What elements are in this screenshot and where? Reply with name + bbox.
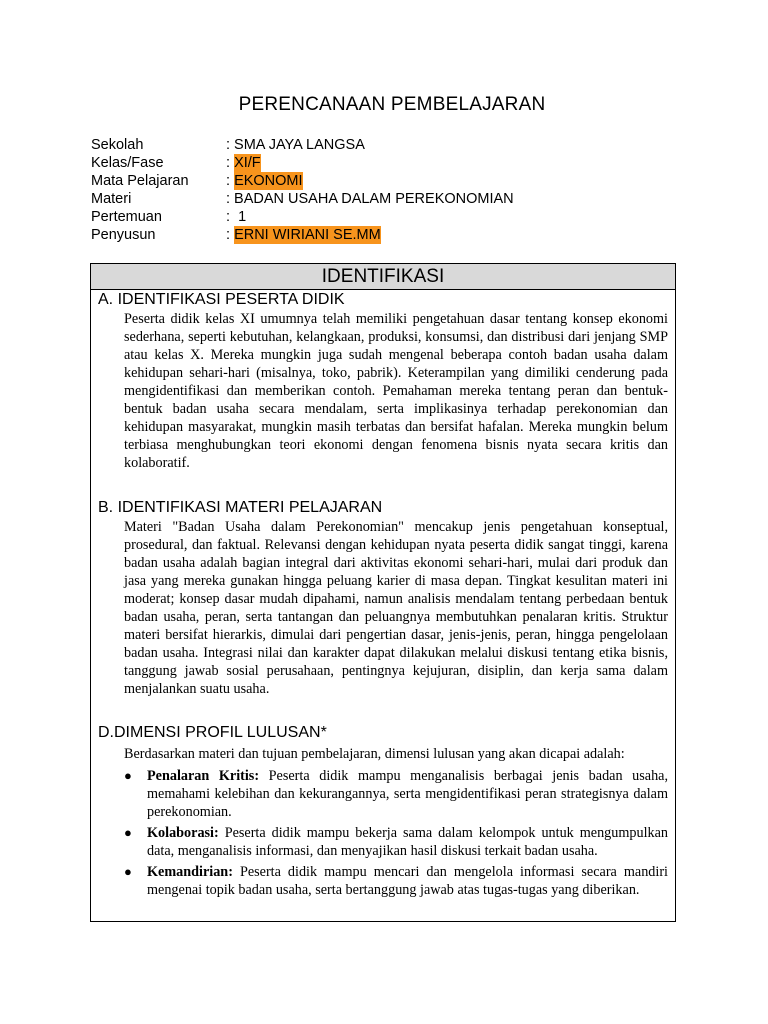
info-label: Penyusun	[91, 227, 156, 243]
bullet-icon: ●	[124, 825, 132, 840]
section-b-heading: B. IDENTIFIKASI MATERI PELAJARAN	[98, 499, 383, 516]
info-value-prefix: :	[226, 155, 235, 171]
list-item-term: Penalaran Kritis:	[147, 768, 260, 784]
list-item-text: Peserta didik mampu mencari dan mengelola informasi secara mandiri mengenai topik badan usaha, serta bertanggung jawab atas tugas-tugas yang diberikan.	[147, 864, 668, 898]
info-value-highlighted: XI/F	[234, 155, 261, 171]
info-row-pertemuan	[91, 208, 514, 226]
section-d-intro: Berdasarkan materi dan tujuan pembelajaran, dimensi lulusan yang akan dicapai adalah:	[124, 746, 625, 762]
list-item-text: Peserta didik mampu bekerja sama dalam kelompok untuk mengumpulkan data, menganalisis informasi, dan menyajikan hasil diskusi terkait badan usaha.	[147, 825, 668, 859]
section-a-paragraph: Peserta didik kelas XI umumnya telah memiliki pengetahuan dasar tentang konsep ekonomi sederhana, seperti kebutuhan, kelangkaan, produksi, konsumsi, dan distribusi dari jenjang SMP atau kelas X. Mereka mungkin juga sudah mengenal beberapa contoh badan usaha dalam kehidupan sehari-hari (misalnya, toko, pabrik). Keterampilan yang dimiliki cenderung pada mengidentifikasi dan memberikan contoh. Pemahaman mereka tentang peran dan bentuk-bentuk badan usaha secara mendalam, serta implikasinya terhadap perekonomian dan kehidupan masyarakat, mungkin masih terbatas dan bersifat hafalan. Mereka mungkin belum terbiasa menghubungkan teori ekonomi dengan fenomena bisnis nyata secara kritis dan kolaboratif.	[124, 311, 668, 471]
list-item-term: Kemandirian:	[147, 864, 233, 880]
identifikasi-table	[90, 263, 676, 922]
info-label: Mata Pelajaran	[91, 173, 189, 189]
list-item	[124, 824, 668, 860]
info-value-highlighted: EKONOMI	[234, 173, 303, 189]
info-row-materi	[91, 190, 514, 208]
info-value-prefix: :	[226, 227, 235, 243]
document-title: PERENCANAAN PEMBELAJARAN	[238, 94, 546, 115]
info-label: Pertemuan	[91, 209, 162, 225]
section-d-heading: D.DIMENSI PROFIL LULUSAN*	[98, 724, 327, 741]
profile-dimension-list	[124, 767, 668, 899]
info-block	[91, 136, 514, 244]
info-label: Kelas/Fase	[91, 155, 164, 171]
info-row-penyusun	[91, 226, 514, 244]
bullet-icon: ●	[124, 864, 132, 879]
info-value: : 1	[226, 209, 247, 225]
info-value: : SMA JAYA LANGSA	[226, 137, 365, 153]
identifikasi-header: IDENTIFIKASI	[91, 264, 675, 290]
section-b-paragraph: Materi "Badan Usaha dalam Perekonomian" mencakup jenis pengetahuan konseptual, prosedural, dan faktual. Relevansi dengan kehidupan nyata peserta didik sangat tinggi, karena badan usaha adalah bagian integral dari aktivitas ekonomi sehari-hari, mulai dari produk dan jasa yang mereka gunakan hingga peluang karier di masa depan. Tingkat kesulitan materi ini moderat; konsep dasar mudah dipahami, namun analisis mendalam tentang perbedaan bentuk badan usaha, peran, serta tantangan dan peluangnya membutuhkan penalaran kritis. Struktur materi bersifat hierarkis, dimulai dari pengertian dasar, jenis-jenis, peran, hingga pengelolaan badan usaha. Integrasi nilai dan karakter dapat dilakukan melalui diskusi tentang etika bisnis, tanggung jawab sosial perusahaan, pentingnya kejujuran, disiplin, dan kerja sama dalam menjalankan suatu usaha.	[124, 519, 668, 697]
info-row-sekolah	[91, 136, 514, 154]
info-value: : BADAN USAHA DALAM PEREKONOMIAN	[226, 191, 514, 207]
list-item-text: Peserta didik mampu menganalisis berbagai jenis badan usaha, memahami kelebihan dan kekurangannya, serta mengidentifikasi peran strategisnya dalam perekonomian.	[147, 768, 669, 820]
info-value-prefix: :	[226, 173, 235, 189]
list-item-term: Kolaborasi:	[147, 825, 219, 841]
section-a-heading: A. IDENTIFIKASI PESERTA DIDIK	[98, 291, 345, 308]
info-row-kelas	[91, 154, 514, 172]
info-row-mata-pelajaran	[91, 172, 514, 190]
info-label: Materi	[91, 191, 132, 207]
bullet-icon: ●	[124, 768, 132, 783]
info-value-highlighted: ERNI WIRIANI SE.MM	[234, 227, 381, 243]
list-item	[124, 767, 668, 821]
info-label: Sekolah	[91, 137, 144, 153]
list-item	[124, 863, 668, 899]
